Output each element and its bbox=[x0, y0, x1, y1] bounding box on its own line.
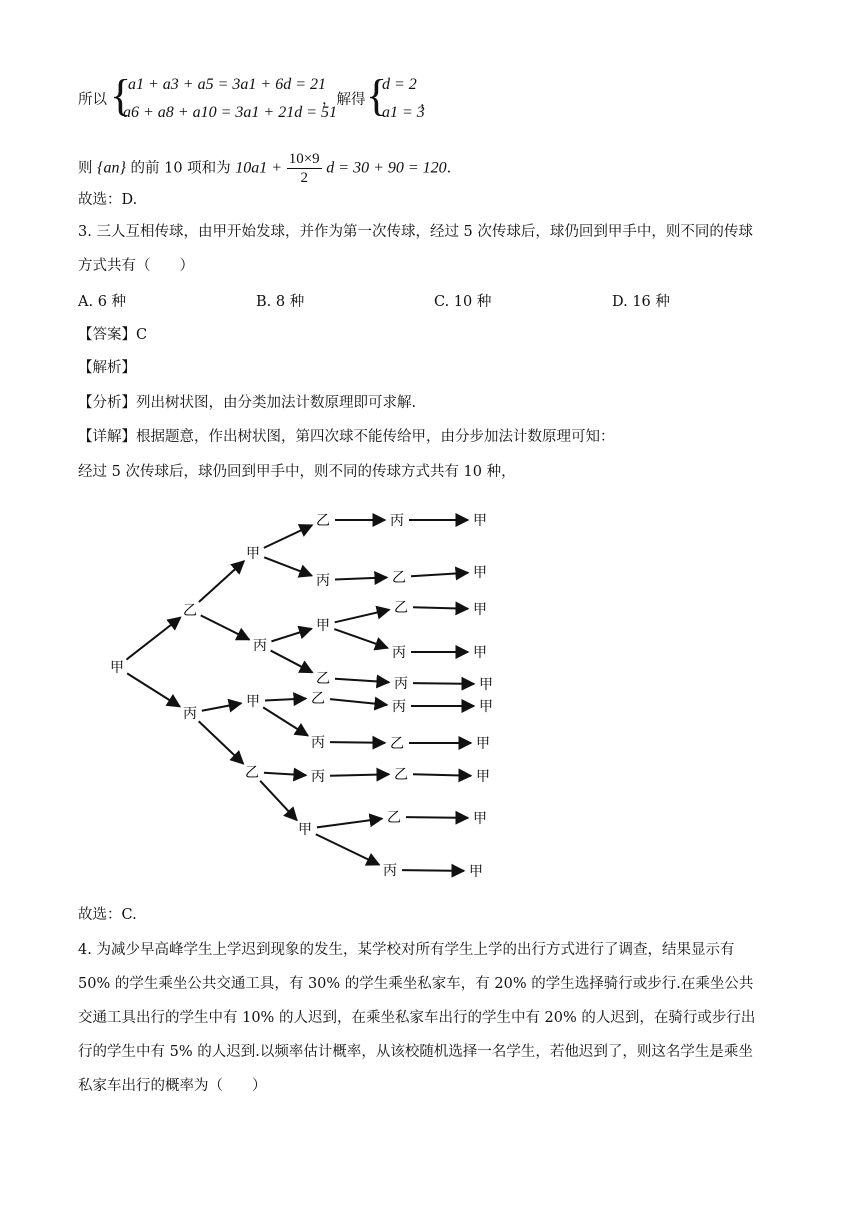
tree-node-a2y: 乙 bbox=[316, 671, 330, 687]
sequence-symbol: {an} bbox=[97, 159, 126, 177]
tree-node-a1x: 乙 bbox=[316, 513, 330, 529]
tree-edge-b-b1 bbox=[202, 703, 241, 711]
tree-edge-b2y-e10 bbox=[316, 834, 379, 865]
q3-option-b: B. 8 种 bbox=[256, 294, 305, 310]
tree-edge-e8-f8 bbox=[413, 774, 471, 775]
sum-mid-text: 的前 10 项和为 bbox=[130, 160, 231, 177]
tree-node-e3: 乙 bbox=[394, 600, 408, 616]
q3-analysis: 【分析】列出树状图，由分类加法计数原理即可求解. bbox=[78, 395, 417, 411]
comma-mark: ， bbox=[420, 94, 435, 110]
tree-node-f10: 甲 bbox=[469, 864, 483, 880]
tree-edge-root-b bbox=[127, 673, 180, 706]
tree-node-f5: 甲 bbox=[479, 677, 493, 693]
tree-node-e4: 丙 bbox=[392, 645, 406, 661]
system2-equation-1: d = 2 bbox=[382, 76, 417, 93]
tree-edge-e3-f3 bbox=[413, 607, 468, 608]
q3-stem-line-2: 方式共有（ ） bbox=[78, 258, 194, 274]
tree-edge-a-a1 bbox=[199, 561, 244, 602]
sum-expression-a: 10a1 + bbox=[235, 159, 283, 177]
choose-d: 故选：D. bbox=[78, 192, 138, 208]
tree-node-f7: 甲 bbox=[476, 736, 490, 752]
tree-edge-a2y-e5 bbox=[335, 679, 389, 682]
tree-node-e9: 乙 bbox=[387, 810, 401, 826]
tree-node-f6: 甲 bbox=[479, 699, 493, 715]
q3-option-c: C. 10 种 bbox=[434, 294, 492, 310]
tree-edge-a1-a1x bbox=[264, 525, 312, 548]
q4-line-2: 50% 的学生乘坐公共交通工具，有 30% 的学生乘坐私家车，有 20% 的学生选择骑行或步行.在乘坐公共 bbox=[78, 976, 754, 992]
tree-edge-a1-a1y bbox=[264, 557, 312, 575]
q3-analysis-heading: 【解析】 bbox=[78, 360, 136, 376]
tree-node-f3: 甲 bbox=[473, 602, 487, 618]
tree-node-e10: 丙 bbox=[383, 863, 397, 879]
tree-edge-b1-b1y bbox=[263, 707, 308, 735]
tree-edge-b2-b2x bbox=[264, 773, 306, 776]
tree-edge-b1y-e7 bbox=[330, 742, 385, 743]
tree-node-e1: 丙 bbox=[390, 513, 404, 529]
tree-edge-b2x-e8 bbox=[330, 774, 389, 775]
tree-node-a1: 甲 bbox=[246, 546, 260, 562]
tree-node-f2: 甲 bbox=[473, 565, 487, 581]
tree-node-e7: 乙 bbox=[390, 736, 404, 752]
tree-edge-a2-a2x bbox=[271, 629, 311, 642]
solve-label: ，解得 bbox=[322, 92, 366, 108]
tree-node-b2y: 甲 bbox=[298, 822, 312, 838]
tree-node-e5: 丙 bbox=[394, 676, 408, 692]
left-brace-1: { bbox=[110, 71, 132, 120]
q4-line-1: 4. 为减少早高峰学生上学迟到现象的发生，某学校对所有学生上学的出行方式进行了调查，结果显示有 bbox=[78, 942, 735, 958]
sum-expression-b: d = 30 + 90 = 120 bbox=[326, 159, 447, 177]
tree-edge-b2y-e9 bbox=[317, 819, 382, 828]
tree-node-root: 甲 bbox=[110, 660, 124, 676]
left-brace-2: { bbox=[366, 71, 388, 120]
q4-line-5: 私家车出行的概率为（ ） bbox=[78, 1078, 267, 1094]
q3-stem-line-1: 3. 三人互相传球，由甲开始发球，并作为第一次传球，经过 5 次传球后，球仍回到甲手中，则不同的传球 bbox=[78, 224, 753, 240]
system1-equation-1: a1 + a3 + a5 = 3a1 + 6d = 21 bbox=[128, 76, 326, 93]
tree-edge-a2x-e4 bbox=[334, 629, 387, 648]
q3-conclusion: 经过 5 次传球后，球仍回到甲手中，则不同的传球方式共有 10 种， bbox=[78, 464, 516, 480]
tree-node-b2: 乙 bbox=[245, 765, 259, 781]
tree-node-e6: 丙 bbox=[392, 699, 406, 715]
tree-edge-b2-b2y bbox=[260, 781, 297, 820]
q3-option-a: A. 6 种 bbox=[78, 294, 127, 310]
tree-node-b1x: 乙 bbox=[311, 691, 325, 707]
tree-node-a2: 丙 bbox=[253, 638, 267, 654]
tree-edge-e10-f10 bbox=[402, 870, 464, 871]
q4-line-3: 交通工具出行的学生中有 10% 的人迟到，在乘坐私家车出行的学生中有 20% 的人迟到，在骑行或步行出 bbox=[78, 1010, 756, 1026]
q3-detail: 【详解】根据题意，作出树状图，第四次球不能传给甲，由分步加法计数原理可知： bbox=[78, 429, 615, 445]
tree-edge-root-a bbox=[126, 617, 180, 659]
tree-node-b1y: 丙 bbox=[311, 735, 325, 751]
tree-edge-b-b2 bbox=[199, 721, 244, 763]
tree-node-f8: 甲 bbox=[476, 769, 490, 785]
tree-edge-a2x-e3 bbox=[335, 610, 390, 623]
tree-node-f1: 甲 bbox=[473, 513, 487, 529]
q3-choose: 故选：C. bbox=[78, 907, 137, 923]
fraction-numerator: 10×9 bbox=[288, 151, 320, 167]
tree-edge-b1-b1x bbox=[265, 699, 306, 701]
tree-edge-e9-f9 bbox=[406, 817, 468, 818]
so-label: 所以 bbox=[78, 92, 107, 108]
tree-edge-e2-f2 bbox=[411, 573, 468, 577]
q3-answer: 【答案】C bbox=[78, 327, 148, 343]
q4-line-4: 行的学生中有 5% 的人迟到.以频率估计概率，从该校随机选择一名学生，若他迟到了，则这名学生是乘坐 bbox=[78, 1044, 753, 1060]
tree-node-b2x: 丙 bbox=[311, 769, 325, 785]
tree-edge-a-a2 bbox=[201, 615, 250, 639]
tree-node-f9: 甲 bbox=[473, 811, 487, 827]
q3-option-d: D. 16 种 bbox=[612, 294, 670, 310]
tree-node-e2: 乙 bbox=[392, 570, 406, 586]
tree-edge-b1x-e6 bbox=[330, 699, 387, 705]
system2-equation-2: a1 = 3 bbox=[382, 104, 425, 121]
tree-node-b1: 甲 bbox=[246, 694, 260, 710]
system1-equation-2: a6 + a8 + a10 = 3a1 + 21d = 51 bbox=[123, 104, 337, 121]
tree-node-a: 乙 bbox=[183, 603, 197, 619]
tree-edge-a1y-e2 bbox=[335, 577, 387, 579]
sum-end: . bbox=[446, 160, 452, 177]
tree-node-f4: 甲 bbox=[473, 645, 487, 661]
sum-prefix: 则 bbox=[78, 160, 93, 177]
tree-node-b: 丙 bbox=[183, 706, 197, 722]
tree-node-a1y: 丙 bbox=[316, 573, 330, 589]
tree-edge-a2-a2y bbox=[271, 651, 313, 673]
tree-node-a2x: 甲 bbox=[316, 618, 330, 634]
tree-edge-e5-f5 bbox=[413, 683, 474, 684]
tree-node-e8: 乙 bbox=[394, 767, 408, 783]
fraction-denominator: 2 bbox=[300, 170, 308, 186]
